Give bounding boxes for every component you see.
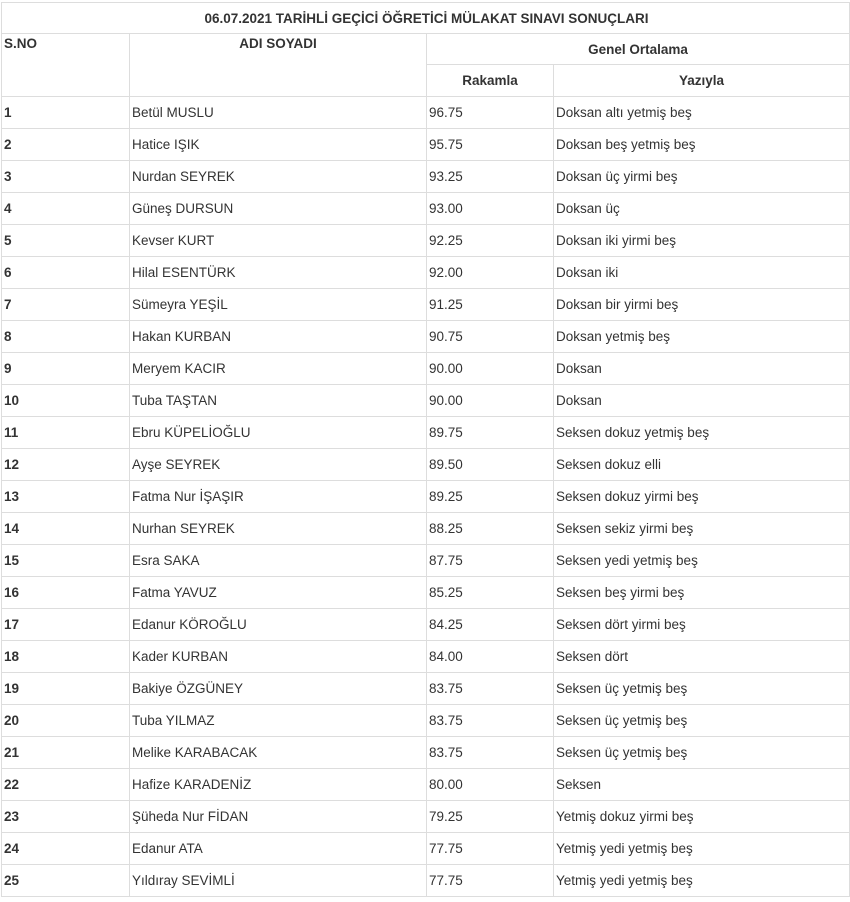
row-number: 22 [2, 769, 130, 801]
table-row [2, 705, 850, 737]
row-name: Edanur ATA [130, 833, 427, 865]
row-name: Tuba YILMAZ [130, 705, 427, 737]
row-name: Hafize KARADENİZ [130, 769, 427, 801]
table-row [2, 385, 850, 417]
row-score-numeric: 90.00 [427, 385, 554, 417]
row-score-numeric: 89.75 [427, 417, 554, 449]
row-score-text: Doksan bir yirmi beş [554, 289, 850, 321]
row-number: 17 [2, 609, 130, 641]
row-score-text: Seksen beş yirmi beş [554, 577, 850, 609]
row-name: Esra SAKA [130, 545, 427, 577]
row-score-numeric: 77.75 [427, 865, 554, 897]
row-score-text: Doksan altı yetmiş beş [554, 97, 850, 129]
table-row [2, 609, 850, 641]
row-number: 25 [2, 865, 130, 897]
table-row [2, 481, 850, 513]
row-number: 14 [2, 513, 130, 545]
row-name: Fatma Nur İŞAŞIR [130, 481, 427, 513]
row-score-numeric: 84.00 [427, 641, 554, 673]
row-score-numeric: 80.00 [427, 769, 554, 801]
row-score-numeric: 83.75 [427, 705, 554, 737]
row-score-numeric: 92.00 [427, 257, 554, 289]
row-score-text: Seksen üç yetmiş beş [554, 673, 850, 705]
row-number: 24 [2, 833, 130, 865]
row-score-text: Seksen dokuz yetmiş beş [554, 417, 850, 449]
table-row [2, 513, 850, 545]
row-score-numeric: 95.75 [427, 129, 554, 161]
row-name: Tuba TAŞTAN [130, 385, 427, 417]
row-score-text: Seksen dokuz yirmi beş [554, 481, 850, 513]
table-row [2, 193, 850, 225]
row-score-text: Seksen dört yirmi beş [554, 609, 850, 641]
row-name: Yıldıray SEVİMLİ [130, 865, 427, 897]
table-row [2, 225, 850, 257]
title-row [2, 3, 850, 34]
row-name: Melike KARABACAK [130, 737, 427, 769]
row-score-numeric: 88.25 [427, 513, 554, 545]
row-score-numeric: 91.25 [427, 289, 554, 321]
row-number: 3 [2, 161, 130, 193]
row-name: Güneş DURSUN [130, 193, 427, 225]
row-number: 4 [2, 193, 130, 225]
row-score-numeric: 83.75 [427, 673, 554, 705]
row-name: Hakan KURBAN [130, 321, 427, 353]
row-score-numeric: 87.75 [427, 545, 554, 577]
row-name: Edanur KÖROĞLU [130, 609, 427, 641]
row-score-text: Doksan üç [554, 193, 850, 225]
row-score-text: Doksan yetmiş beş [554, 321, 850, 353]
header-numeric: Rakamla [427, 65, 554, 97]
row-score-numeric: 84.25 [427, 609, 554, 641]
row-score-numeric: 89.50 [427, 449, 554, 481]
row-name: Bakiye ÖZGÜNEY [130, 673, 427, 705]
row-number: 19 [2, 673, 130, 705]
table-row [2, 417, 850, 449]
row-score-numeric: 96.75 [427, 97, 554, 129]
row-number: 5 [2, 225, 130, 257]
row-score-text: Yetmiş yedi yetmiş beş [554, 865, 850, 897]
row-number: 16 [2, 577, 130, 609]
table-row [2, 289, 850, 321]
row-score-text: Seksen üç yetmiş beş [554, 705, 850, 737]
row-score-text: Doksan iki yirmi beş [554, 225, 850, 257]
row-name: Betül MUSLU [130, 97, 427, 129]
row-name: Hatice IŞIK [130, 129, 427, 161]
row-score-numeric: 77.75 [427, 833, 554, 865]
row-name: Kevser KURT [130, 225, 427, 257]
row-number: 12 [2, 449, 130, 481]
table-row [2, 641, 850, 673]
row-name: Şüheda Nur FİDAN [130, 801, 427, 833]
table-row [2, 545, 850, 577]
table-row [2, 449, 850, 481]
row-score-numeric: 79.25 [427, 801, 554, 833]
row-number: 23 [2, 801, 130, 833]
row-score-numeric: 93.00 [427, 193, 554, 225]
row-score-numeric: 90.00 [427, 353, 554, 385]
row-number: 8 [2, 321, 130, 353]
table-row [2, 129, 850, 161]
row-name: Meryem KACIR [130, 353, 427, 385]
row-score-text: Seksen sekiz yirmi beş [554, 513, 850, 545]
row-number: 18 [2, 641, 130, 673]
table-row [2, 801, 850, 833]
row-name: Ayşe SEYREK [130, 449, 427, 481]
row-name: Hilal ESENTÜRK [130, 257, 427, 289]
page-title: 06.07.2021 TARİHLİ GEÇİCİ ÖĞRETİCİ MÜLAKAT SINAVI SONUÇLARI [2, 3, 850, 34]
header-sno: S.NO [2, 34, 130, 97]
row-number: 6 [2, 257, 130, 289]
row-score-numeric: 83.75 [427, 737, 554, 769]
row-name: Nurdan SEYREK [130, 161, 427, 193]
table-row [2, 97, 850, 129]
table-row [2, 161, 850, 193]
row-name: Sümeyra YEŞİL [130, 289, 427, 321]
row-name: Kader KURBAN [130, 641, 427, 673]
row-score-numeric: 92.25 [427, 225, 554, 257]
row-number: 15 [2, 545, 130, 577]
row-score-text: Seksen dört [554, 641, 850, 673]
header-average: Genel Ortalama [427, 34, 850, 65]
row-score-text: Doksan [554, 385, 850, 417]
header-text: Yazıyla [554, 65, 850, 97]
table-row [2, 673, 850, 705]
row-number: 11 [2, 417, 130, 449]
row-name: Fatma YAVUZ [130, 577, 427, 609]
table-row [2, 769, 850, 801]
row-score-text: Yetmiş yedi yetmiş beş [554, 833, 850, 865]
row-score-text: Doksan üç yirmi beş [554, 161, 850, 193]
row-score-text: Seksen üç yetmiş beş [554, 737, 850, 769]
results-table [1, 2, 850, 897]
row-number: 1 [2, 97, 130, 129]
table-row [2, 865, 850, 897]
table-row [2, 577, 850, 609]
row-score-text: Doksan iki [554, 257, 850, 289]
row-name: Ebru KÜPELİOĞLU [130, 417, 427, 449]
row-number: 20 [2, 705, 130, 737]
row-number: 21 [2, 737, 130, 769]
row-score-numeric: 90.75 [427, 321, 554, 353]
table-row [2, 353, 850, 385]
header-row [2, 34, 850, 65]
row-name: Nurhan SEYREK [130, 513, 427, 545]
row-number: 10 [2, 385, 130, 417]
table-row [2, 737, 850, 769]
row-score-text: Seksen dokuz elli [554, 449, 850, 481]
table-row [2, 321, 850, 353]
row-score-text: Doksan [554, 353, 850, 385]
row-number: 7 [2, 289, 130, 321]
row-score-text: Doksan beş yetmiş beş [554, 129, 850, 161]
table-row [2, 833, 850, 865]
header-name: ADI SOYADI [130, 34, 427, 97]
row-score-numeric: 85.25 [427, 577, 554, 609]
row-score-text: Seksen yedi yetmiş beş [554, 545, 850, 577]
row-score-text: Seksen [554, 769, 850, 801]
table-row [2, 257, 850, 289]
row-score-numeric: 93.25 [427, 161, 554, 193]
row-score-text: Yetmiş dokuz yirmi beş [554, 801, 850, 833]
row-number: 9 [2, 353, 130, 385]
row-score-numeric: 89.25 [427, 481, 554, 513]
row-number: 2 [2, 129, 130, 161]
row-number: 13 [2, 481, 130, 513]
